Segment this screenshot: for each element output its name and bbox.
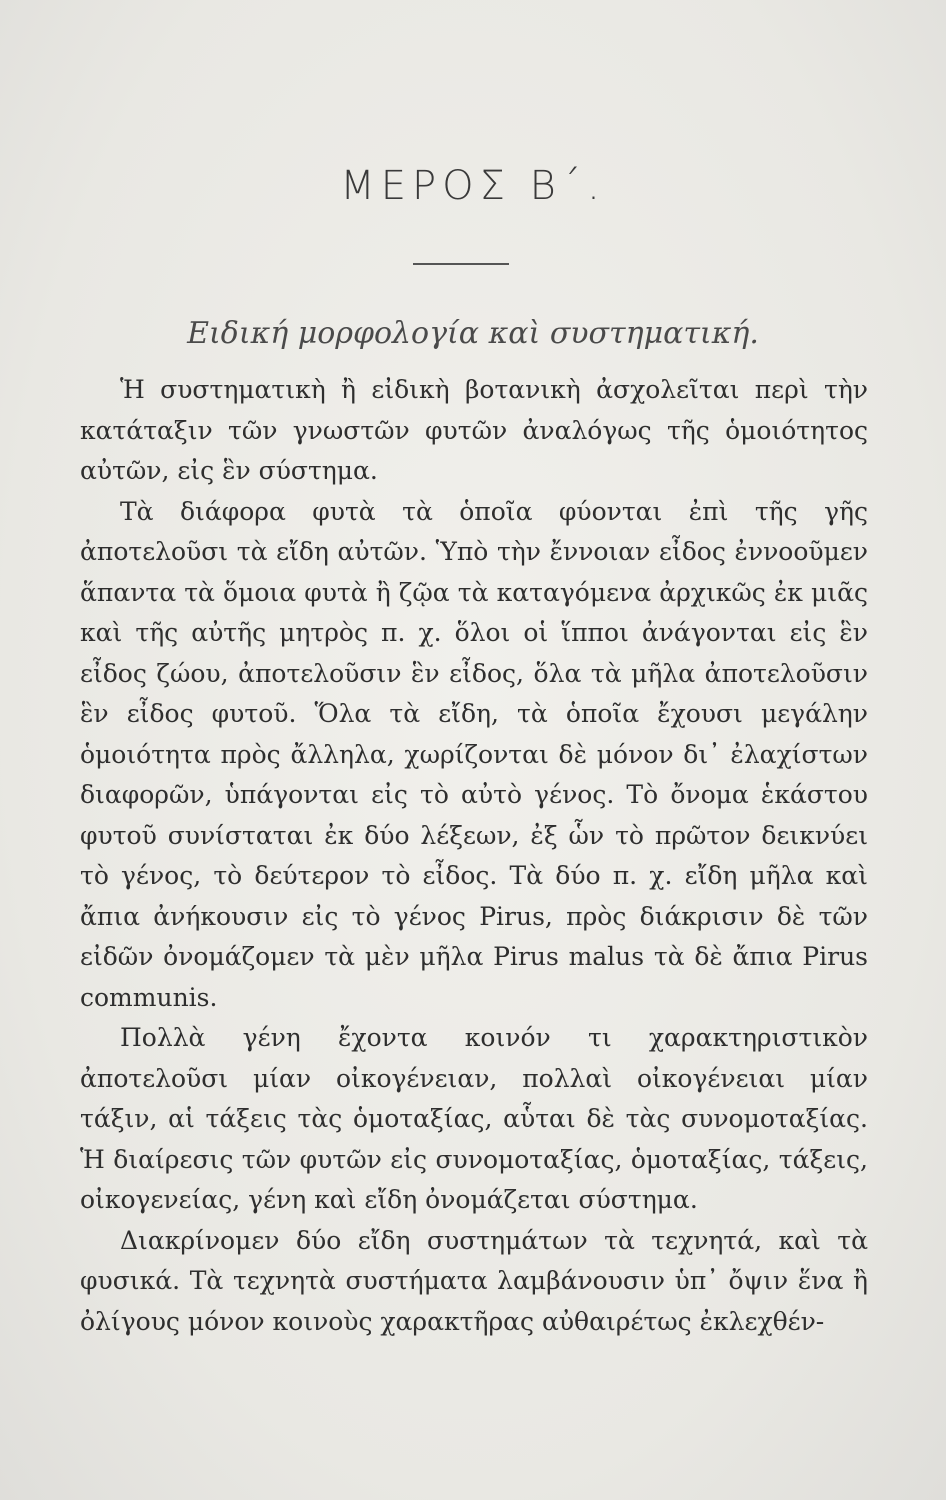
heading-divider <box>413 263 509 265</box>
paragraph-classification-ranks: Πολλὰ γένη ἔχοντα κοινόν τι χαρακτηριστικὸν ἀποτελοῦσι μίαν οἰκογένειαν, πολλαὶ οἰκογένειαι μίαν τάξιν, αἱ τάξεις τὰς ὁμοταξίας, αὗται δὲ τὰς συνομοταξίας. Ἡ διαίρεσις τῶν φυτῶν εἰς συνομοταξίας, ὁμοταξίας, τάξεις, οἰκογενείας, γένη καὶ εἴδη ὀνομάζεται σύστημα. <box>80 1023 868 1214</box>
paragraph-artificial-natural-systems: Διακρίνομεν δύο εἴδη συστημάτων τὰ τεχνητά, καὶ τὰ φυσικά. Τὰ τεχνητὰ συστήματα λαμβάνουσιν ὑπ᾿ ὄψιν ἕνα ἢ ὀλίγους μόνον κοινοὺς χαρακτῆρας αὐθαιρέτως ἐκλεχθέν- <box>80 1225 868 1336</box>
paragraph-systematics-definition: Ἡ συστηματικὴ ἢ εἰδικὴ βοτανικὴ ἀσχολεῖται περὶ τὴν κατάταξιν τῶν γνωστῶν φυτῶν ἀναλόγως τῆς ὁμοιότητος αὐτῶν, εἰς ἓν σύστημα. <box>80 375 868 485</box>
paragraph-species-and-genus: Τὰ διάφορα φυτὰ τὰ ὁποῖα φύονται ἐπὶ τῆς γῆς ἀποτελοῦσι τὰ εἴδη αὐτῶν. Ὑπὸ τὴν ἔννοιαν εἶδος ἐννοοῦμεν ἅπαντα τὰ ὅμοια φυτὰ ἢ ζῷα τὰ καταγόμενα ἀρχικῶς ἐκ μιᾶς καὶ τῆς αὐτῆς μητρὸς π. χ. ὅλοι οἱ ἵπποι ἀνάγονται εἰς ἓν εἶδος ζώου, ἀποτελοῦσιν ἓν εἶδος, ὅλα τὰ μῆλα ἀποτελοῦσιν ἓν εἶδος φυτοῦ. Ὅλα τὰ εἴδη, τὰ ὁποῖα ἔχουσι μεγάλην ὁμοιότητα πρὸς ἄλληλα, χωρίζονται δὲ μόνον δι᾿ ἐλαχίστων διαφορῶν, ὑπάγονται εἰς τὸ αὐτὸ γένος. Τὸ ὄνομα ἑκάστου φυτοῦ συνίσταται ἐκ δύο λέξεων, ἐξ ὧν τὸ πρῶτον δεικνύει τὸ γένος, τὸ δεύτερον τὸ εἶδος. Τὰ δύο π. χ. εἴδη μῆλα καὶ ἄπια ἀνήκουσιν εἰς τὸ γένος Pirus, πρὸς διάκρισιν δὲ τῶν εἰδῶν ὀνομάζομεν τὰ μὲν μῆλα Pirus malus τὰ δὲ ἄπια Pirus communis. <box>80 496 868 1012</box>
section-subtitle: Ειδική μορφολογία καὶ συστηματική. <box>187 316 759 351</box>
body-text <box>80 370 868 1342</box>
part-heading: ΜΕΡΟΣ Β΄. <box>340 163 606 209</box>
